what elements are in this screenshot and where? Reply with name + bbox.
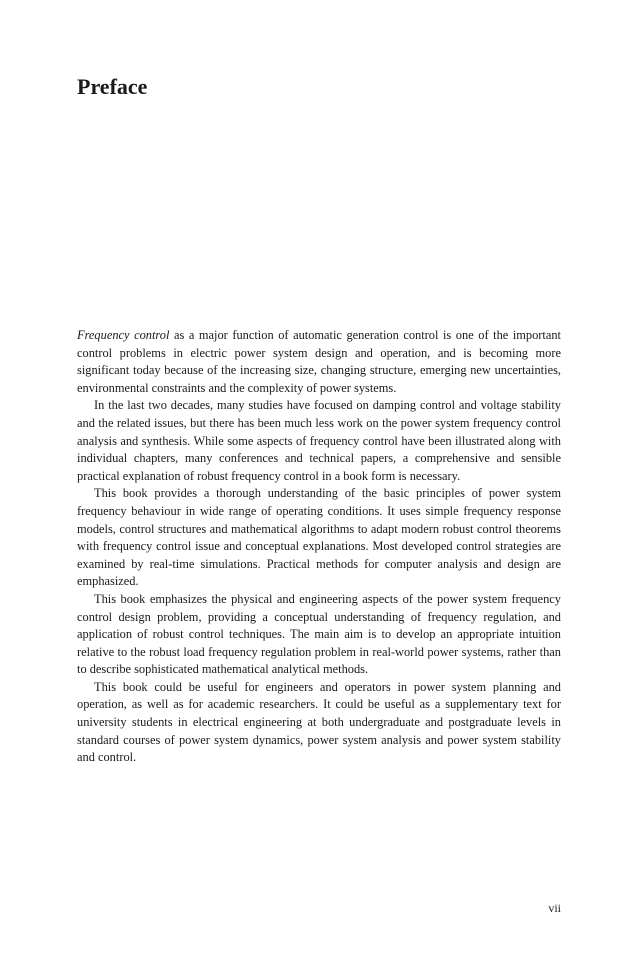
paragraph-5: This book could be useful for engineers and operators in power system planning and operation, as well as for academic researchers. It could be useful as a supplementary text for university students in electrical engineering at both undergraduate and postgraduate levels in standard courses of power system dynamics, power system analysis and power system stability and control. [77, 679, 561, 765]
chapter-title: Preface [77, 74, 148, 99]
paragraph-1-text: as a major function of automatic generation control is one of the important control problems in electric power system design and operation, and is becoming more significant today because of the increasing size, changing structure, emerging new uncertainties, environmental constraints and the complexity of power systems. [77, 328, 561, 395]
paragraph-3: This book provides a thorough understanding of the basic principles of power system frequency behaviour in wide range of operating conditions. It uses simple frequency response models, control structures and mathematical algorithms to adapt modern robust control theorems with frequency control issue and conceptual explanations. Most developed control strategies are examined by real-time simulations. Practical methods for computer analysis and design are emphasized. [77, 486, 561, 589]
paragraph-1 [77, 327, 561, 397]
preface-body [77, 327, 561, 767]
page-number: vii [548, 901, 561, 915]
emphasis-term: Frequency control [77, 328, 170, 342]
paragraph-2: In the last two decades, many studies have focused on damping control and voltage stability and the related issues, but there has been much less work on the power system frequency control analysis and synthesis. While some aspects of frequency control have been illustrated along with individual chapters, many conferences and technical papers, a comprehensive and sensible practical explanation of robust frequency control in a book form is necessary. [77, 398, 561, 483]
paragraph-4: This book emphasizes the physical and engineering aspects of the power system frequency control design problem, providing a conceptual understanding of frequency regulation, and application of robust control techniques. The main aim is to develop an appropriate intuition relative to the robust load frequency regulation problem in real-world power systems, rather than to describe sophisticated mathematical analytical methods. [77, 591, 561, 677]
